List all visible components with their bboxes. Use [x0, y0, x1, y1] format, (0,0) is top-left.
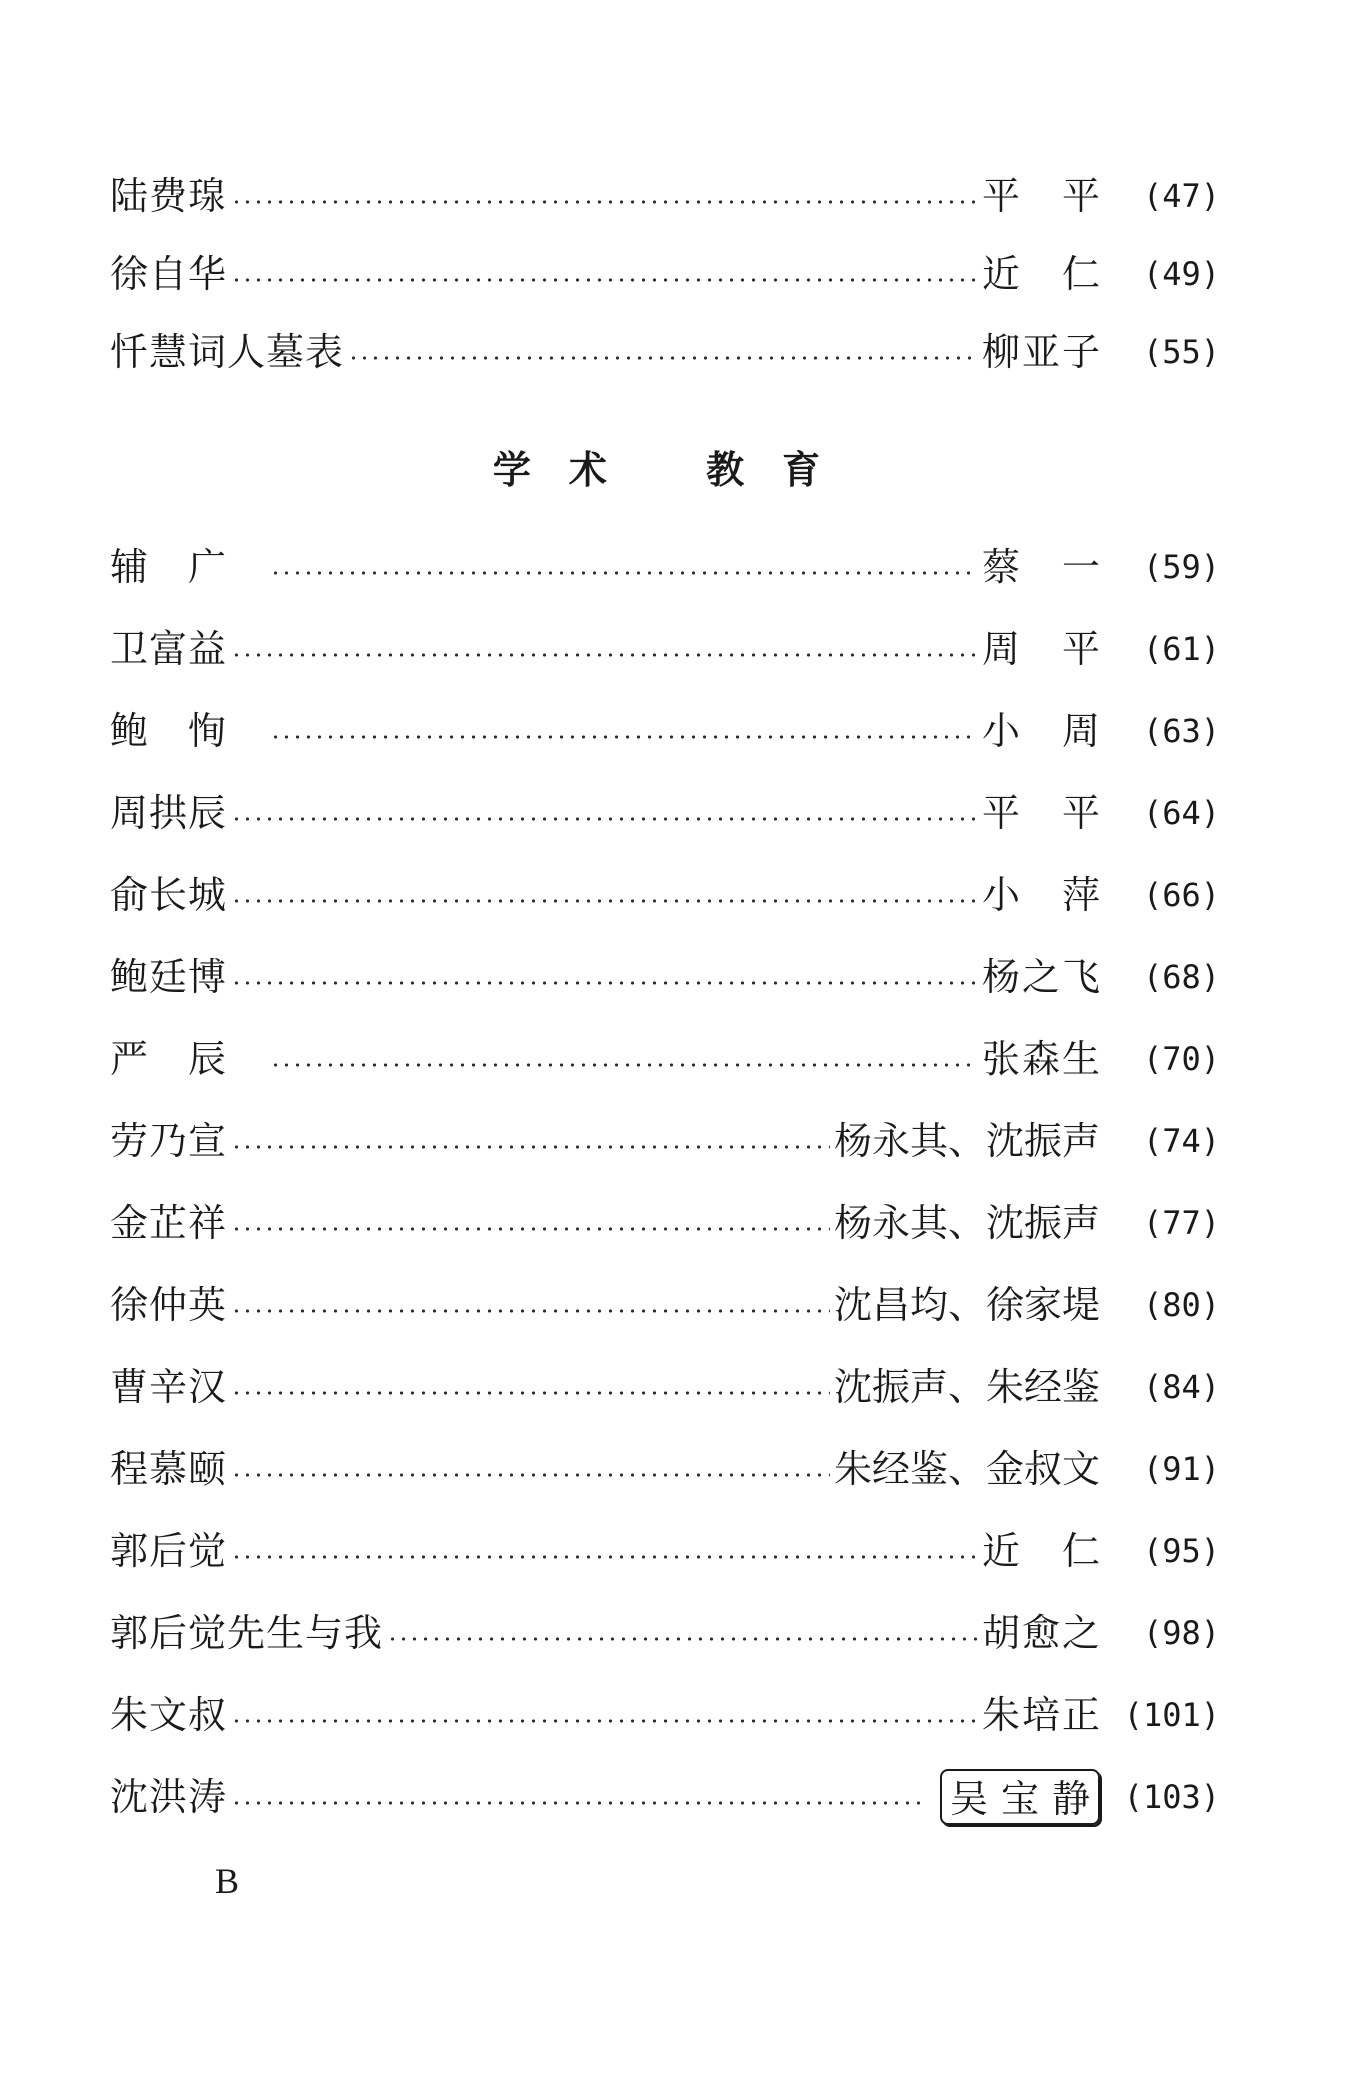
entry-author: 近 仁 [982, 1529, 1100, 1573]
entry-page: (70) [1142, 1040, 1220, 1078]
dot-leader [231, 1473, 830, 1477]
entry-page: (64) [1142, 794, 1220, 832]
toc-entry[interactable] [110, 1029, 1220, 1089]
entry-page: (95) [1142, 1532, 1220, 1570]
section-heading-word-1: 学术 [492, 448, 645, 492]
entry-page: (101) [1123, 1696, 1220, 1734]
entry-title: 徐仲英 [110, 1283, 228, 1327]
entry-title: 严辰 [110, 1037, 267, 1081]
entry-title: 卫富益 [110, 627, 228, 671]
entry-title: 鲍恂 [110, 709, 267, 753]
entry-page: (47) [1142, 177, 1220, 215]
dot-leader [270, 571, 978, 575]
entry-page: (91) [1142, 1450, 1220, 1488]
dot-leader [231, 1309, 830, 1313]
entry-author: 杨之飞 [982, 955, 1100, 999]
dot-leader [231, 817, 978, 821]
entry-author: 沈振声、朱经鉴 [833, 1365, 1100, 1409]
entry-author: 朱经鉴、金叔文 [833, 1447, 1100, 1491]
toc-entry[interactable] [110, 783, 1220, 843]
entry-author: 平 平 [982, 174, 1100, 218]
footer-mark: B [215, 1861, 240, 1901]
entry-title: 劳乃宣 [110, 1119, 228, 1163]
entry-author: 张森生 [982, 1037, 1100, 1081]
entry-title: 鲍廷博 [110, 955, 228, 999]
entry-author: 胡愈之 [982, 1611, 1100, 1655]
entry-author: 蔡 一 [982, 545, 1100, 589]
dot-leader [231, 1719, 978, 1723]
section-heading-word-2: 教育 [706, 448, 859, 492]
dot-leader [270, 735, 978, 739]
dot-leader [348, 356, 978, 360]
entry-page: (77) [1142, 1204, 1220, 1242]
entry-title: 程慕颐 [110, 1447, 228, 1491]
toc-entry[interactable] [110, 1521, 1220, 1581]
dot-leader [231, 278, 978, 282]
dot-leader [231, 1555, 978, 1559]
toc-entry[interactable] [110, 1357, 1220, 1417]
entry-author: 朱培正 [982, 1693, 1100, 1737]
entry-author: 柳亚子 [982, 330, 1100, 374]
entry-title: 郭后觉 [110, 1529, 228, 1573]
entry-title: 郭后觉先生与我 [110, 1611, 384, 1655]
entry-page: (80) [1142, 1286, 1220, 1324]
entry-author: 沈昌均、徐家堤 [833, 1283, 1100, 1327]
toc-entry[interactable] [110, 1193, 1220, 1253]
entry-title: 金芷祥 [110, 1201, 228, 1245]
entry-author: 杨永其、沈振声 [833, 1119, 1100, 1163]
toc-entry[interactable] [110, 701, 1220, 761]
toc-entry[interactable] [110, 1685, 1220, 1745]
dot-leader [270, 1063, 978, 1067]
entry-page: (55) [1142, 333, 1220, 371]
dot-leader [387, 1637, 978, 1641]
entry-author: 小 萍 [982, 873, 1100, 917]
entry-page: (63) [1142, 712, 1220, 750]
entry-page: (59) [1142, 548, 1220, 586]
dot-leader [231, 1145, 830, 1149]
section-heading [0, 440, 1351, 500]
dot-leader [231, 200, 978, 204]
toc-entry[interactable] [110, 244, 1220, 304]
toc-entry[interactable] [110, 537, 1220, 597]
entry-title: 辅广 [110, 545, 267, 589]
dot-leader [231, 981, 978, 985]
toc-entry[interactable] [110, 1275, 1220, 1335]
toc-entry[interactable] [110, 322, 1220, 382]
toc-entry[interactable] [110, 1603, 1220, 1663]
entry-author-boxed: 吴宝静 [940, 1769, 1100, 1825]
entry-page: (61) [1142, 630, 1220, 668]
entry-page: (66) [1142, 876, 1220, 914]
toc-entry[interactable] [110, 619, 1220, 679]
entry-author: 杨永其、沈振声 [833, 1201, 1100, 1245]
toc-entry[interactable] [110, 1111, 1220, 1171]
entry-title: 曹辛汉 [110, 1365, 228, 1409]
entry-page: (98) [1142, 1614, 1220, 1652]
entry-page: (49) [1142, 255, 1220, 293]
dot-leader [231, 1801, 924, 1805]
entry-page: (74) [1142, 1122, 1220, 1160]
entry-title: 周拱辰 [110, 791, 228, 835]
toc-entry[interactable] [110, 1439, 1220, 1499]
toc-entry[interactable] [110, 947, 1220, 1007]
entry-author: 近 仁 [982, 252, 1100, 296]
toc-entry[interactable] [110, 166, 1220, 226]
toc-entry[interactable] [110, 1767, 1220, 1827]
entry-title: 俞长城 [110, 873, 228, 917]
entry-page: (84) [1142, 1368, 1220, 1406]
entry-author: 小 周 [982, 709, 1100, 753]
entry-title: 忏慧词人墓表 [110, 330, 345, 374]
dot-leader [231, 1391, 830, 1395]
entry-author: 周 平 [982, 627, 1100, 671]
entry-page: (68) [1142, 958, 1220, 996]
entry-author: 平 平 [982, 791, 1100, 835]
entry-title: 朱文叔 [110, 1693, 228, 1737]
dot-leader [231, 1227, 830, 1231]
dot-leader [231, 899, 978, 903]
dot-leader [231, 653, 978, 657]
entry-title: 陆费瑔 [110, 174, 228, 218]
toc-entry[interactable] [110, 865, 1220, 925]
entry-page: (103) [1123, 1778, 1220, 1816]
entry-title: 徐自华 [110, 252, 228, 296]
entry-title: 沈洪涛 [110, 1775, 228, 1819]
